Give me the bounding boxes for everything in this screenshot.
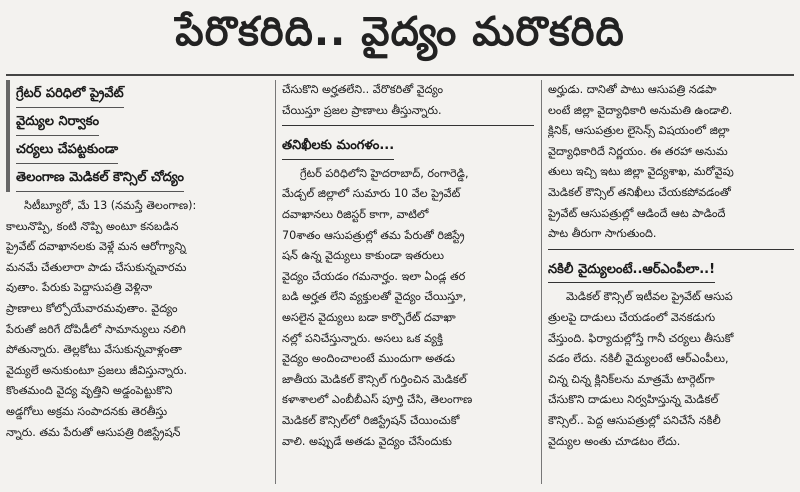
text-line: చేసుకొని దాడులు నిర్వహిస్తున్న మెడికల్ xyxy=(548,393,719,407)
text-line: వైద్యుల అంతు చూడటం లేదు. xyxy=(548,434,681,448)
text-line: పాట తీరుగా సాగుతుంది. xyxy=(548,227,657,241)
text-line: మనమే చేతులారా పాడు చేసుకున్నవారమ xyxy=(6,260,187,274)
text-line: వాలి. అప్పుడే అతడు వైద్యం చేసేందుకు xyxy=(282,434,452,448)
headline: పేరొకరిది.. వైద్యం మరొకరిది xyxy=(175,9,625,55)
text-line: కౌన్సిల్.. పెద్ద ఆసుపత్రుల్లో పనిచేసే నకిలీ xyxy=(548,413,721,427)
text-line: జాతీయ మెడికల్ కౌన్సిల్ గుర్తించిన మెడికల్ xyxy=(282,372,467,386)
text-line: దవాఖానలు రిజిస్టర్ కాగా, వాటిలో xyxy=(282,207,429,221)
crosshead-block xyxy=(548,249,794,288)
text-line: అసలైన వైద్యులు బడా కార్పొరేట్ దవాఖా xyxy=(282,310,456,324)
text-line: మెడికల్ కౌన్సిల్ ఇటీవల ప్రైవేట్ ఆసుప xyxy=(566,290,733,304)
text-line: కళాశాలలో ఎంబీబీఎస్ పూర్తి చేసి, తెలంగాణ xyxy=(282,393,473,407)
text-line: త్రులపై దాడులు చేయడంలో వెనకడుగు xyxy=(548,310,716,324)
article-column-1 xyxy=(6,80,268,486)
crosshead: తనిఖీలకు మంగళం... xyxy=(282,136,394,160)
text-line: మెడికల్ కౌన్సిల్ తనిఖీలు చేయకపోవడంతో xyxy=(548,185,731,199)
subhead-line: వైద్యుల నిర్వాకం xyxy=(16,108,99,136)
text-line: వైద్యాధికారిదే నిర్ణయం. ఈ తరహా అనుమ xyxy=(548,144,728,158)
text-line: 70శాతం ఆసుపత్రుల్లో తమ పేరుతో రిజిస్ట్రే xyxy=(282,228,465,242)
text-line: కాలునొప్పి, కంటి నొప్పి అంటూ కనబడిన xyxy=(6,219,179,233)
text-line: గ్రేటర్ పరిధిలోని హైదరాబాద్, రంగారెడ్డి, xyxy=(300,166,469,180)
body-text xyxy=(6,196,268,443)
text-line: వడం లేదు. నకిలీ వైద్యులంటే ఆర్‌ఎంపీలు, xyxy=(548,352,729,366)
text-line: క్లినిక్, ఆసుపత్రుల లైసెన్స్ విషయంలో జిల్లా xyxy=(548,124,730,138)
text-line: మెడికల్ కౌన్సిల్‌లో రిజిస్ట్రేషన్ చేయించుకో xyxy=(282,413,460,427)
text-line: వైద్యం అందించాలంటే ముందుగా అతడు xyxy=(282,352,456,366)
text-line: ప్రైవేట్ దవాఖానలకు వెళ్లే మన ఆరోగ్యాన్ని xyxy=(6,240,186,254)
article-column-2 xyxy=(282,80,534,486)
body-text xyxy=(548,80,794,245)
dateline: సిటీబ్యూరో, మే 13 (నమస్తే తెలంగాణ): xyxy=(24,199,197,212)
text-line: ప్రాణాలు కోల్పోయేవారమవుతాం. వైద్యం xyxy=(6,301,178,315)
subhead-line: గ్రేటర్ పరిధిలో ప్రైవేట్ xyxy=(16,80,124,108)
column-divider xyxy=(541,80,542,484)
headline-rule xyxy=(6,74,794,76)
text-line: అడ్డగోలు అక్రమ సంపాదనకు తెరతీస్తు xyxy=(6,404,168,418)
article-column-3 xyxy=(548,80,794,486)
text-line: పోతున్నారు. తెల్లకోటు వేసుకున్నవాళ్లంతా xyxy=(6,343,182,357)
text-line: నల్లో పనిచేస్తున్నారు. అసలు ఒక వ్యక్తి xyxy=(282,331,443,345)
text-line: తులు ఇచ్చి ఇటు జిల్లా వైద్యశాఖ, మరోవైపు xyxy=(548,165,734,179)
text-line: పేరుతో జరిగే దోపిడీలో సామాన్యులు నలిగి xyxy=(6,322,186,336)
text-line: మేడ్చల్ జిల్లాలో సుమారు 10 వేల ప్రైవేట్ xyxy=(282,187,461,201)
text-line: లంటే జిల్లా వైద్యాధికారి అనుమతి ఉండాలి. xyxy=(548,103,733,117)
column-divider xyxy=(275,80,276,484)
text-line: న్నారు. తమ పేరుతో ఆసుపత్రి రిజిస్ట్రేషన్ xyxy=(6,425,181,439)
text-line: చేయిస్తూ ప్రజల ప్రాణాలు తీస్తున్నారు. xyxy=(282,103,442,117)
crosshead-block xyxy=(282,125,534,164)
text-line: చిన్న చిన్న క్లినిక్‌లను మాత్రమే టార్గెట్‌గా xyxy=(548,372,715,386)
text-line: బడి అర్హత లేని వ్యక్తులతో వైద్యం చేయిస్తూ, xyxy=(282,290,467,304)
text-line: చేసుకొని అర్హతలేని.. వేరొకరితో వైద్యం xyxy=(282,83,444,96)
body-text xyxy=(282,164,534,452)
text-line: వేస్తుంది. ఫిర్యాదుల్లోస్తే గానీ చర్యలు తీసుకో xyxy=(548,331,734,345)
text-line: అర్హుడు. దానితో పాటు ఆసుపత్రి నడపా xyxy=(548,83,717,96)
crosshead: నకిలీ వైద్యులంటే..ఆర్‌ఎంపీలా..! xyxy=(548,260,715,284)
subhead-line: చర్యలు చేపట్టకుండా xyxy=(16,136,118,164)
text-line: షన్ ఉన్న వైద్యులు కాకుండా ఇతరులు xyxy=(282,249,444,263)
subhead-line: తెలంగాణ మెడికల్ కౌన్సిల్ చోద్యం xyxy=(16,164,184,192)
body-text xyxy=(548,287,794,452)
text-line: వుతాం. పేరుకు పెద్దాసుపత్రి వెళ్లినా xyxy=(6,281,153,295)
text-line: వైద్యం చేయడం గమనార్హం. ఇలా ఏండ్ల తర xyxy=(282,269,466,283)
text-line: కొంతమంది వైద్య వృత్తిని అడ్డంపెట్టుకొని xyxy=(6,384,173,398)
text-line: వైద్యులే అనుకుంటూ ప్రజలు జీవిస్తున్నారు. xyxy=(6,363,188,377)
text-line: ప్రైవేట్ ఆసుపత్రుల్లో ఆడిందే ఆట పాడిందే xyxy=(548,206,726,220)
body-text xyxy=(282,80,534,121)
subheads-block xyxy=(6,80,268,192)
